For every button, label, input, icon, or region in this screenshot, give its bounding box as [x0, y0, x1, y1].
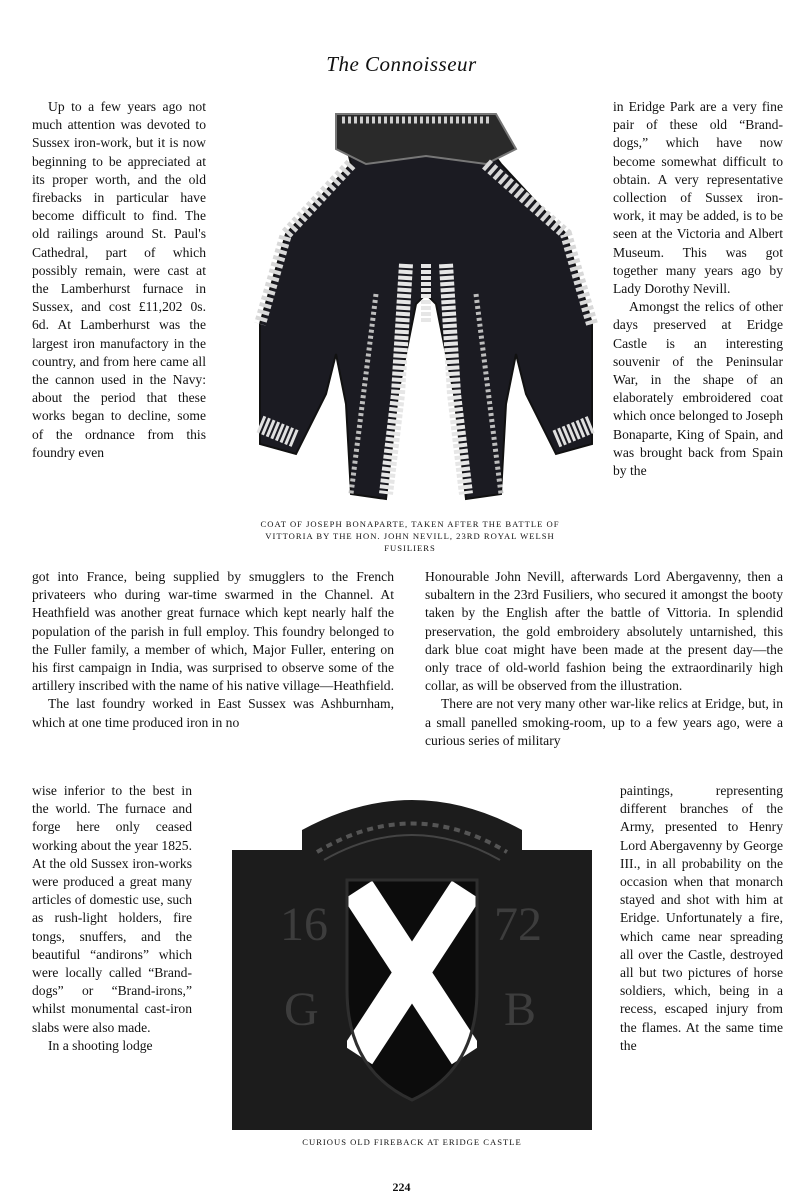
embroidered-coat-illustration: [226, 94, 606, 514]
coat-figure: [226, 94, 606, 514]
paragraph: got into France, being supplied by smugglers to the French privateers who during war-time swarmed in the Channel. At Heathfield was another great furnace which kept nearly half the population of the parish in full employ. This foundry belonged to the Fuller family, a member of which, Major Fuller, entering on his first campaign in India, was surprised to observe some of the artillery inscribed with the name of his native village—Heathfield.: [32, 569, 395, 694]
column-right-bottom: [620, 782, 783, 1055]
fireback-illustration: [232, 790, 592, 1130]
page-number: 224: [392, 1180, 411, 1194]
fireback-initial-left: G: [284, 983, 319, 1036]
running-head: The Connoisseur: [326, 52, 477, 76]
paragraph: Amongst the relics of other days preserved at Eridge Castle is an interesting souvenir of the Peninsular War, in the shape of an elaborately embroidered coat which once belonged to Joseph Bonaparte, King of Spain, and was brought back from Spain by the: [613, 299, 783, 479]
fireback-caption: CURIOUS OLD FIREBACK AT ERIDGE CASTLE: [302, 1137, 522, 1147]
paragraph: There are not very many other war-like relics at Eridge, but, in a small panelled smoking-room, up to a few years ago, were a curious series of military: [425, 696, 783, 748]
paragraph: In a shooting lodge: [48, 1037, 153, 1053]
column-left-mid: [32, 568, 394, 732]
paragraph: paintings, representing different branches of the Army, presented to Henry Lord Abergavenny by George III., in all probability on the occasion when that monarch stayed and shot with him at Eridge. Unfortunately a fire, which came near spreading all over the Castle, destroyed all but two pictures of horse soldiers, which, being in a recess, escaped injury from the flames. At the same time the: [620, 783, 783, 1053]
column-right-top: [613, 98, 783, 480]
paragraph: Up to a few years ago not much attention was devoted to Sussex iron-work, but it is now beginning to be appreciated at its proper worth, and the old firebacks in particular have become difficult to find. The old railings around St. Paul's Cathedral, part of which possibly remain, were cast at the Lamberhurst furnace in Sussex, and cost £11,202 0s. 6d. At Lamberhurst was the largest iron manufactory in the country, and from here came all the cannon used in the Navy: about the period that these works began to decline, some of the ordnance from this foundry even: [32, 99, 206, 460]
paragraph: wise inferior to the best in the world. The furnace and forge here only ceased working about the year 1825. At the old Sussex iron-works were produced a great many articles of domestic use, such as rush-light holders, fire tongs, snuffers, and the beautiful “andirons” which were locally called “Brand-dogs” or “Brand-irons,” whilst monumental cast-iron slabs were also made.: [32, 783, 192, 1035]
paragraph: The last foundry worked in East Sussex was Ashburnham, which at one time produced iron in no: [32, 696, 394, 730]
paragraph: Honourable John Nevill, afterwards Lord Abergavenny, then a subaltern in the 23rd Fusiliers, who secured it amongst the booty taken by the English after the battle of Vittoria. In splendid preservation, the gold embroidery absolutely untarnished, this dark blue coat might have been made at the present day—the only trace of old-world fashion being the extraordinarily high collar, as will be observed from the illustration.: [425, 569, 783, 694]
column-left-top: [32, 98, 206, 462]
fireback-year-right: 72: [494, 898, 542, 951]
fireback-figure: [232, 790, 592, 1130]
fireback-initial-right: B: [504, 983, 537, 1036]
coat-caption: COAT OF JOSEPH BONAPARTE, TAKEN AFTER THE BATTLE OF VITTORIA BY THE HON. JOHN NEVILL, 23RD ROYAL WELSH FUSILIERS: [260, 519, 560, 553]
column-left-bottom: [32, 782, 192, 1055]
paragraph: in Eridge Park are a very fine pair of these old “Brand-dogs,” which have now become somewhat difficult to obtain. A very representative collection of Sussex iron-work, it may be added, is to be seen at the Victoria and Albert Museum. This was got together many years ago by Lady Dorothy Nevill.: [613, 99, 783, 297]
column-right-mid: [425, 568, 783, 750]
fireback-year-left: 16: [280, 898, 328, 951]
